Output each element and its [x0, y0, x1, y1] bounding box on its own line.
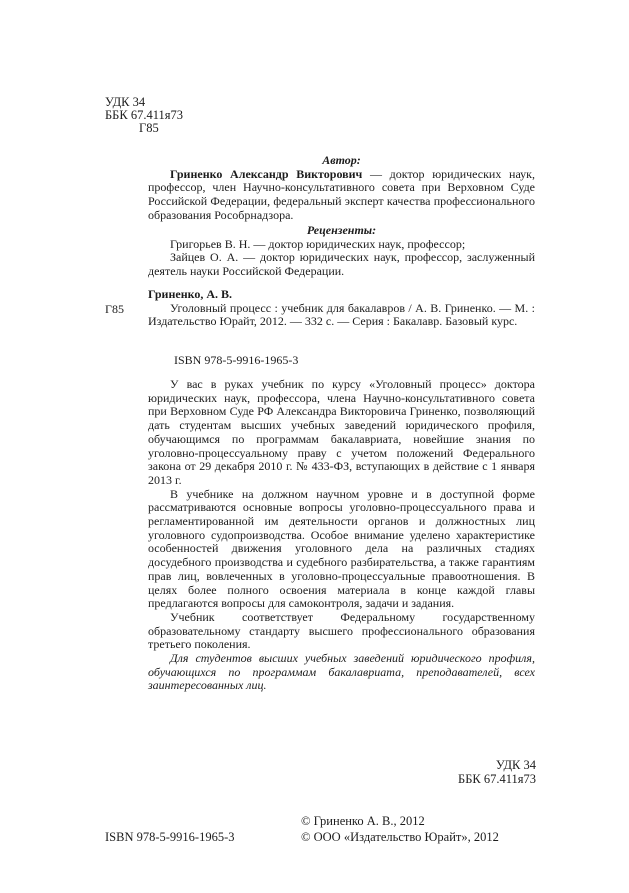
annotation-paragraph: Учебник соответствует Федеральному государственному образовательному стандарту высшего профессионального образования третьего поколения. [148, 609, 535, 652]
reviewer-item: Зайцев О. А. — доктор юридических наук, профессор, заслуженный деятель науки Российской Федерации. [148, 250, 535, 279]
bibliographic-record [148, 288, 535, 329]
bibliographic-code: Г85 [105, 302, 124, 316]
annotation-audience: Для студентов высших учебных заведений юридического профиля, обучающихся по программам бакалавриата, преподавателей, всех заинтересованных лиц. [148, 651, 535, 693]
author-name: Гриненко Александр Викторович [170, 166, 363, 181]
author-heading: Автор: [322, 153, 361, 167]
imprint-isbn: ISBN 978-5-9916-1965-3 [105, 830, 235, 844]
reviewer-item: Григорьев В. Н. — доктор юридических наук, профессор; [170, 236, 466, 251]
author-paragraph [148, 168, 535, 223]
annotation-paragraph: В учебнике на должном научном уровне и в доступной форме рассматриваются основные вопросы уголовно-процессуального права и регламентированной им деятельности органов и должностных лиц уголовного судопроизводства. Особое внимание уделено характеристике особенностей движения уголовного дела на различных стадиях досудебного производства и судебного разбирательства, а также гарантиям прав лиц, вовлеченных в уголовно-процессуальные правоотношения. В целях более полного освоения материала в конце каждой главы предлагаются вопросы для самоконтроля, задачи и задания. [148, 486, 535, 611]
reviewers-heading: Рецензенты: [306, 223, 377, 237]
classification-block [105, 96, 183, 135]
bibliographic-author: Гриненко, А. В. [148, 287, 233, 301]
copyright-publisher: © ООО «Издательство Юрайт», 2012 [301, 830, 499, 844]
bottom-bbk-code: ББК 67.411я73 [458, 772, 536, 786]
bbk-code: ББК 67.411я73 [105, 108, 183, 122]
bibliographic-isbn: ISBN 978-5-9916-1965-3 [174, 353, 299, 367]
bibliographic-description: Уголовный процесс : учебник для бакалавров / А. В. Гриненко. — М. : Издательство Юрайт, 2012. — 332 с. — Серия : Бакалавр. Базовый курс. [148, 300, 535, 329]
bottom-classification [456, 758, 536, 786]
bottom-udk-code: УДК 34 [495, 758, 536, 772]
author-section [148, 154, 535, 223]
annotation [148, 378, 535, 693]
reviewers-section [148, 224, 535, 279]
author-description: — доктор юридических наук, профессор, член Научно-консультативного совета при Верховном Суде Российской Федерации, федеральный эксперт качества профессионального образования Рособрнадзора. [148, 166, 536, 222]
udk-code: УДК 34 [105, 95, 146, 109]
author-mark-code: Г85 [139, 121, 159, 135]
copyright-author: © Гриненко А. В., 2012 [301, 814, 425, 828]
annotation-paragraph: У вас в руках учебник по курсу «Уголовный процесс» доктора юридических наук, профессора, члена Научно-консультативного совета при Верховном Суде РФ Александра Викторовича Гриненко, позволяющий дать студентам высших учебных заведений юридического профиля, обучающимся по программам бакалавриата, новейшие знания по уголовно-процессуальному праву с учетом положений Федерального закона от 29 декабря 2010 г. № 433-ФЗ, вступающих в действие с 1 января 2013 г. [148, 377, 535, 487]
